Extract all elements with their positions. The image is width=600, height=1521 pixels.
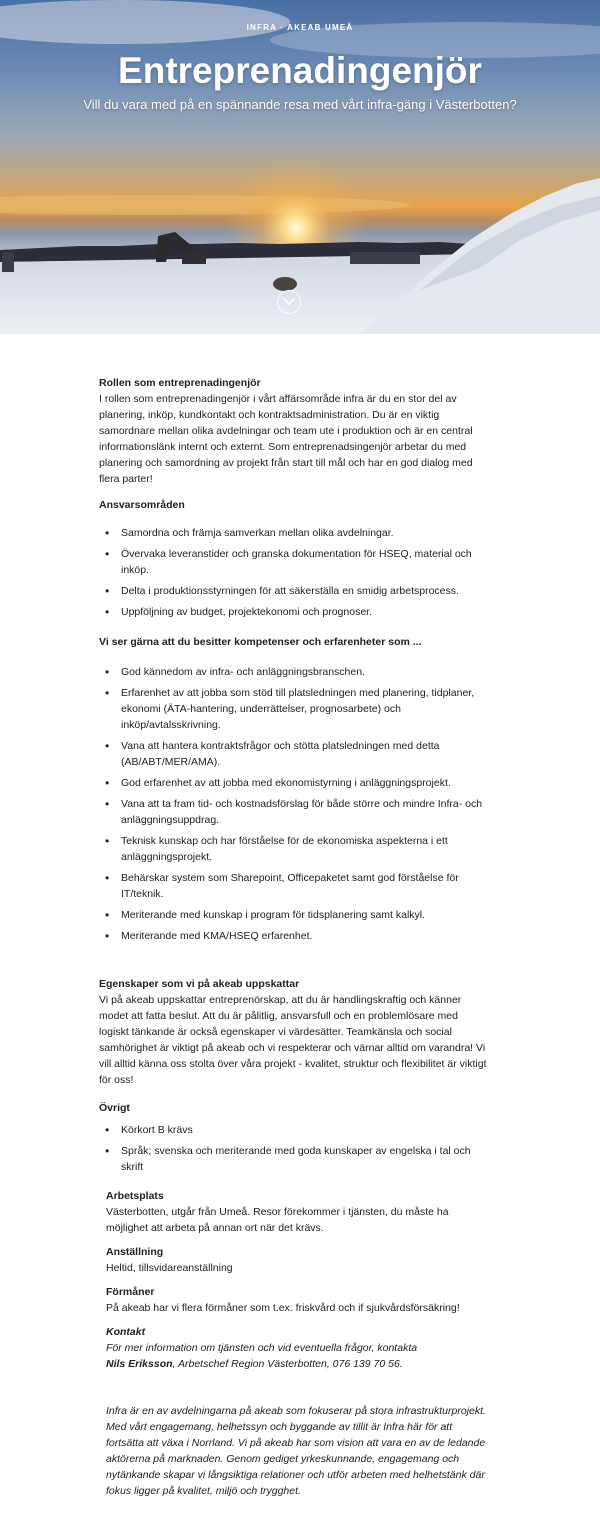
list-item: • Behärskar system som Sharepoint, Officepaketet samt god förståelse för IT/teknik. [99, 870, 489, 902]
workplace-heading: Arbetsplats [106, 1190, 164, 1202]
competences-list [99, 664, 489, 949]
employment-heading: Anställning [106, 1246, 164, 1258]
employment-section [106, 1244, 486, 1276]
list-item: • Meriterande med kunskap i program för tidsplanering samt kalkyl. [99, 907, 489, 923]
scroll-down-button[interactable] [277, 290, 301, 314]
list-item: • God kännedom av infra- och anläggningsbranschen. [99, 664, 489, 680]
chevron-down-icon [283, 297, 295, 307]
other-heading-block [99, 1100, 489, 1116]
contact-details: , Arbetschef Region Västerbotten, 076 139 70 56. [172, 1358, 403, 1370]
responsibilities-heading-block [99, 497, 489, 513]
other-list [99, 1122, 489, 1180]
competences-heading: Vi ser gärna att du besitter kompetenser och erfarenheter som ... [99, 636, 422, 648]
list-item: • Språk; svenska och meriterande med goda kunskaper av engelska i tal och skrift [99, 1143, 489, 1175]
list-item: • Uppföljning av budget, projektekonomi och prognoser. [99, 604, 489, 620]
benefits-heading: Förmåner [106, 1286, 155, 1298]
workplace-section [106, 1188, 486, 1236]
hero-banner [0, 0, 600, 334]
role-section [99, 375, 489, 487]
list-item: • Körkort B krävs [99, 1122, 489, 1138]
role-heading: Rollen som entreprenadingenjör [99, 377, 261, 389]
list-item: • Övervaka leveranstider och granska dokumentation för HSEQ, material och inköp. [99, 546, 489, 578]
about-text: Infra är en av avdelningarna på akeab som fokuserar på stora infrastrukturprojekt. Med vårt engagemang, helhetssyn och byggande av tillit är Infra här för att fortsätta att växa i Norrland. Vi på akeab har som vision att vara en av de ledande aktörerna på marknaden. Genom gediget yrkeskunnande, engagemang och nytänkande skapar vi långsiktiga relationer och utför arbeten med helhetstänk där fokus ligger på kvalitet, miljö och trygghet. [106, 1405, 486, 1497]
benefits-section [106, 1284, 496, 1316]
responsibilities-list [99, 525, 489, 625]
contact-person [106, 1356, 496, 1372]
qualities-text: Vi på akeab uppskattar entreprenörskap, att du är handlingskraftig och känner modet att fatta beslut. Att du är pålitlig, ansvarsfull och en problemlösare med logiskt tänkande är också egenskaper vi värdesätter. Teamkänsla och social samhörighet är viktigt på akeab och vi respekterar och värnar alltid om varandra! Vi vill alltid känna oss stolta över våra projekt - kvalitet, struktur och flexibilitet är viktigt för oss! [99, 994, 487, 1086]
page-title: Entreprenadingenjör [118, 50, 482, 91]
list-item: • Samordna och främja samverkan mellan olika avdelningar. [99, 525, 489, 541]
benefits-text: På akeab har vi flera förmåner som t.ex. friskvård och if sjukvårdsförsäkring! [106, 1302, 460, 1314]
contact-line: För mer information om tjänsten och vid eventuella frågor, kontakta [106, 1342, 418, 1354]
list-item: • Meriterande med KMA/HSEQ erfarenhet. [99, 928, 489, 944]
responsibilities-heading: Ansvarsområden [99, 499, 185, 511]
employment-text: Heltid, tillsvidareanställning [106, 1262, 233, 1274]
competences-heading-block [99, 634, 489, 650]
other-heading: Övrigt [99, 1102, 130, 1114]
list-item: • Delta i produktionsstyrningen för att säkerställa en smidig arbetsprocess. [99, 583, 489, 599]
list-item: • Vana att hantera kontraktsfrågor och stötta platsledningen med detta (AB/ABT/MER/AMA). [99, 738, 489, 770]
contact-section [106, 1324, 496, 1372]
qualities-section [99, 976, 489, 1088]
contact-heading: Kontakt [106, 1326, 146, 1338]
workplace-text: Västerbotten, utgår från Umeå. Resor förekommer i tjänsten, du måste ha möjlighet att arbeta på annan ort när det krävs. [106, 1206, 449, 1234]
list-item: • Vana att ta fram tid- och kostnadsförslag för både större och mindre Infra- och anläggningsuppdrag. [99, 796, 489, 828]
list-item: • God erfarenhet av att jobba med ekonomistyrning i anläggningsprojekt. [99, 775, 489, 791]
hero-eyebrow: INFRA · AKEAB UMEÅ [246, 23, 354, 32]
role-text: I rollen som entreprenadingenjör i vårt affärsområde infra är du en stor del av planering, inköp, kundkontakt och kontraktsadministration. Du är en viktig samordnare mellan olika avdelningar och team ute i produktion och är en central informationslänk internt och externt. Som entreprenadsingenjör arbetar du med planering och samordning av projekt från start till mål och har en god dialog med flera parter! [99, 393, 473, 485]
contact-name: Nils Eriksson [106, 1358, 173, 1370]
hero-subtitle: Vill du vara med på en spännande resa med vårt infra-gäng i Västerbotten? [83, 97, 517, 112]
list-item: • Teknisk kunskap och har förståelse för de ekonomiska aspekterna i ett anläggningsprojekt. [99, 833, 489, 865]
qualities-heading: Egenskaper som vi på akeab uppskattar [99, 978, 300, 990]
list-item: • Erfarenhet av att jobba som stöd till platsledningen med planering, tidplaner, ekonomi (ÄTA-hantering, underrättelser, prognosarbete) och inköp/avtalsskrivning. [99, 685, 489, 733]
about-section [106, 1403, 492, 1499]
